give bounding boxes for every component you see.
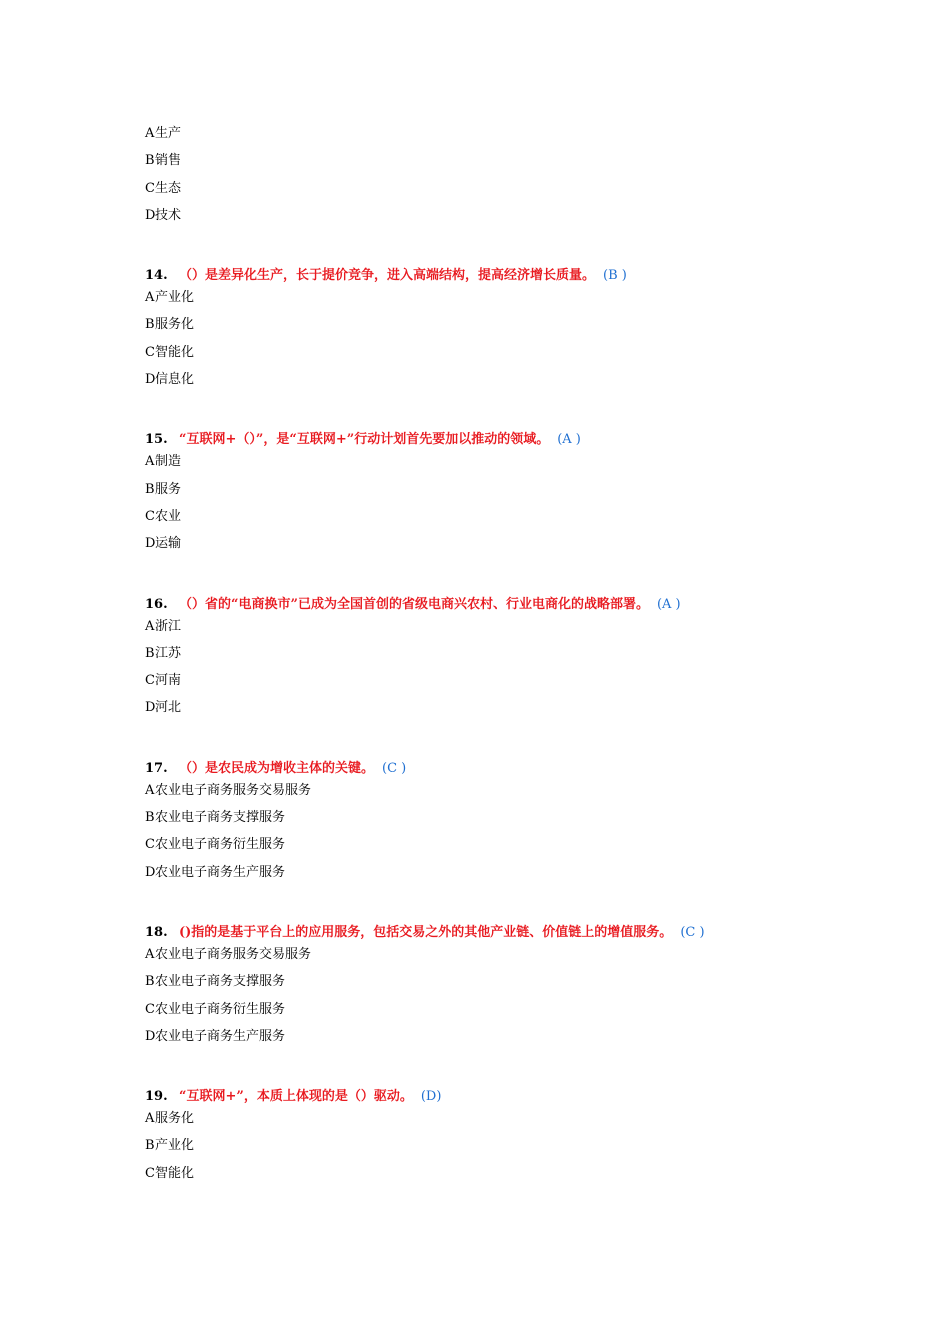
option-letter: D [145,536,156,552]
previous-question-options [145,124,905,233]
option-text: 浙江 [155,618,182,634]
option-a [145,781,905,808]
question-stem [145,1087,905,1109]
option-c [145,835,905,862]
option-letter: B [145,645,155,661]
option-b [145,1136,905,1163]
option-text: 运输 [155,536,182,552]
option-a [145,617,905,644]
option-a [145,945,905,972]
option-text: 产业化 [155,1138,195,1154]
option-letter: B [145,974,155,990]
option-b [145,151,905,178]
question-text: ()指的是基于平台上的应用服务，包括交易之外的其他产业链、价值链上的增值服务。 [179,924,673,940]
option-letter: A [145,290,155,306]
option-letter: C [145,837,155,853]
option-a [145,452,905,479]
question-stem [145,430,905,452]
question-number: 14. [145,268,168,284]
option-letter: C [145,1165,155,1181]
question-stem [145,595,905,617]
option-text: 农业电子商务衍生服务 [155,1001,286,1017]
question-17 [145,759,905,890]
option-d [145,863,905,890]
question-number: 15. [145,432,168,448]
option-text: 制造 [155,454,182,470]
option-text: 服务化 [155,317,195,333]
option-letter: C [145,1001,155,1017]
question-number: 16. [145,596,168,612]
option-text: 技术 [155,207,182,223]
question-text: （）是农民成为增收主体的关键。 [179,760,375,776]
question-stem [145,759,905,781]
option-b [145,315,905,342]
option-letter: D [145,1028,156,1044]
question-text: （）省的“电商换市”已成为全国首创的省级电商兴农村、行业电商化的战略部署。 [179,596,649,612]
option-letter: D [145,207,156,223]
option-letter: D [145,700,156,716]
option-letter: B [145,317,155,333]
option-d [145,370,905,397]
option-letter: D [145,864,156,880]
option-text: 服务化 [155,1111,195,1127]
question-text: （）是差异化生产，长于提价竞争，进入高端结构，提高经济增长质量。 [179,268,596,284]
option-a [145,288,905,315]
option-text: 生产 [155,126,182,141]
option-letter: B [145,481,155,497]
option-text: 农业电子商务服务交易服务 [155,946,312,962]
option-a [145,124,905,151]
option-letter: A [145,618,155,634]
option-letter: A [145,454,155,470]
option-text: 农业 [155,508,182,524]
option-letter: C [145,180,155,196]
answer-key: (A ) [557,432,581,448]
option-letter: B [145,153,155,169]
answer-key: (C ) [680,924,705,940]
option-text: 农业电子商务服务交易服务 [155,782,312,798]
option-c [145,1000,905,1027]
option-letter: B [145,1138,155,1154]
option-letter: A [145,1111,155,1127]
option-text: 河北 [155,700,182,716]
option-d [145,534,905,561]
option-text: 农业电子商务支撑服务 [155,810,286,826]
option-text: 智能化 [155,344,195,360]
question-number: 19. [145,1089,168,1105]
option-text: 产业化 [155,290,195,306]
option-letter: B [145,810,155,826]
answer-key: (A ) [656,596,681,612]
option-text: 江苏 [155,645,182,661]
question-18 [145,923,905,1054]
option-d [145,206,905,233]
option-text: 信息化 [155,372,195,388]
option-b [145,972,905,999]
option-text: 河南 [155,673,182,689]
option-text: 生态 [155,180,182,196]
question-number: 17. [145,760,168,776]
option-text: 农业电子商务支撑服务 [155,974,286,990]
option-text: 销售 [155,153,182,169]
option-letter: D [145,372,156,388]
question-stem [145,923,905,945]
question-number: 18. [145,924,168,940]
option-d [145,1027,905,1054]
option-letter: A [145,946,155,962]
option-text: 服务 [155,481,182,497]
answer-key: (D) [420,1089,442,1105]
question-stem [145,266,905,288]
option-c [145,343,905,370]
question-text: “互联网+（）”，是“互联网+”行动计划首先要加以推动的领域。 [179,432,550,448]
option-c [145,1164,905,1191]
option-text: 智能化 [155,1165,195,1181]
question-14 [145,266,905,397]
option-letter: C [145,673,155,689]
option-c [145,671,905,698]
option-letter: C [145,344,155,360]
option-text: 农业电子商务生产服务 [155,1028,286,1044]
option-a [145,1109,905,1136]
question-16 [145,595,905,726]
option-c [145,507,905,534]
option-letter: C [145,508,155,524]
answer-key: (C ) [382,760,407,776]
document-page [145,124,905,1191]
option-letter: A [145,782,155,798]
option-text: 农业电子商务衍生服务 [155,837,286,853]
question-19 [145,1087,905,1191]
option-b [145,480,905,507]
question-text: “互联网+”，本质上体现的是（）驱动。 [179,1089,413,1105]
option-b [145,808,905,835]
option-d [145,698,905,725]
option-text: 农业电子商务生产服务 [155,864,286,880]
option-c [145,179,905,206]
option-b [145,644,905,671]
answer-key: (B ) [603,268,627,284]
question-15 [145,430,905,561]
option-letter: A [145,126,155,141]
